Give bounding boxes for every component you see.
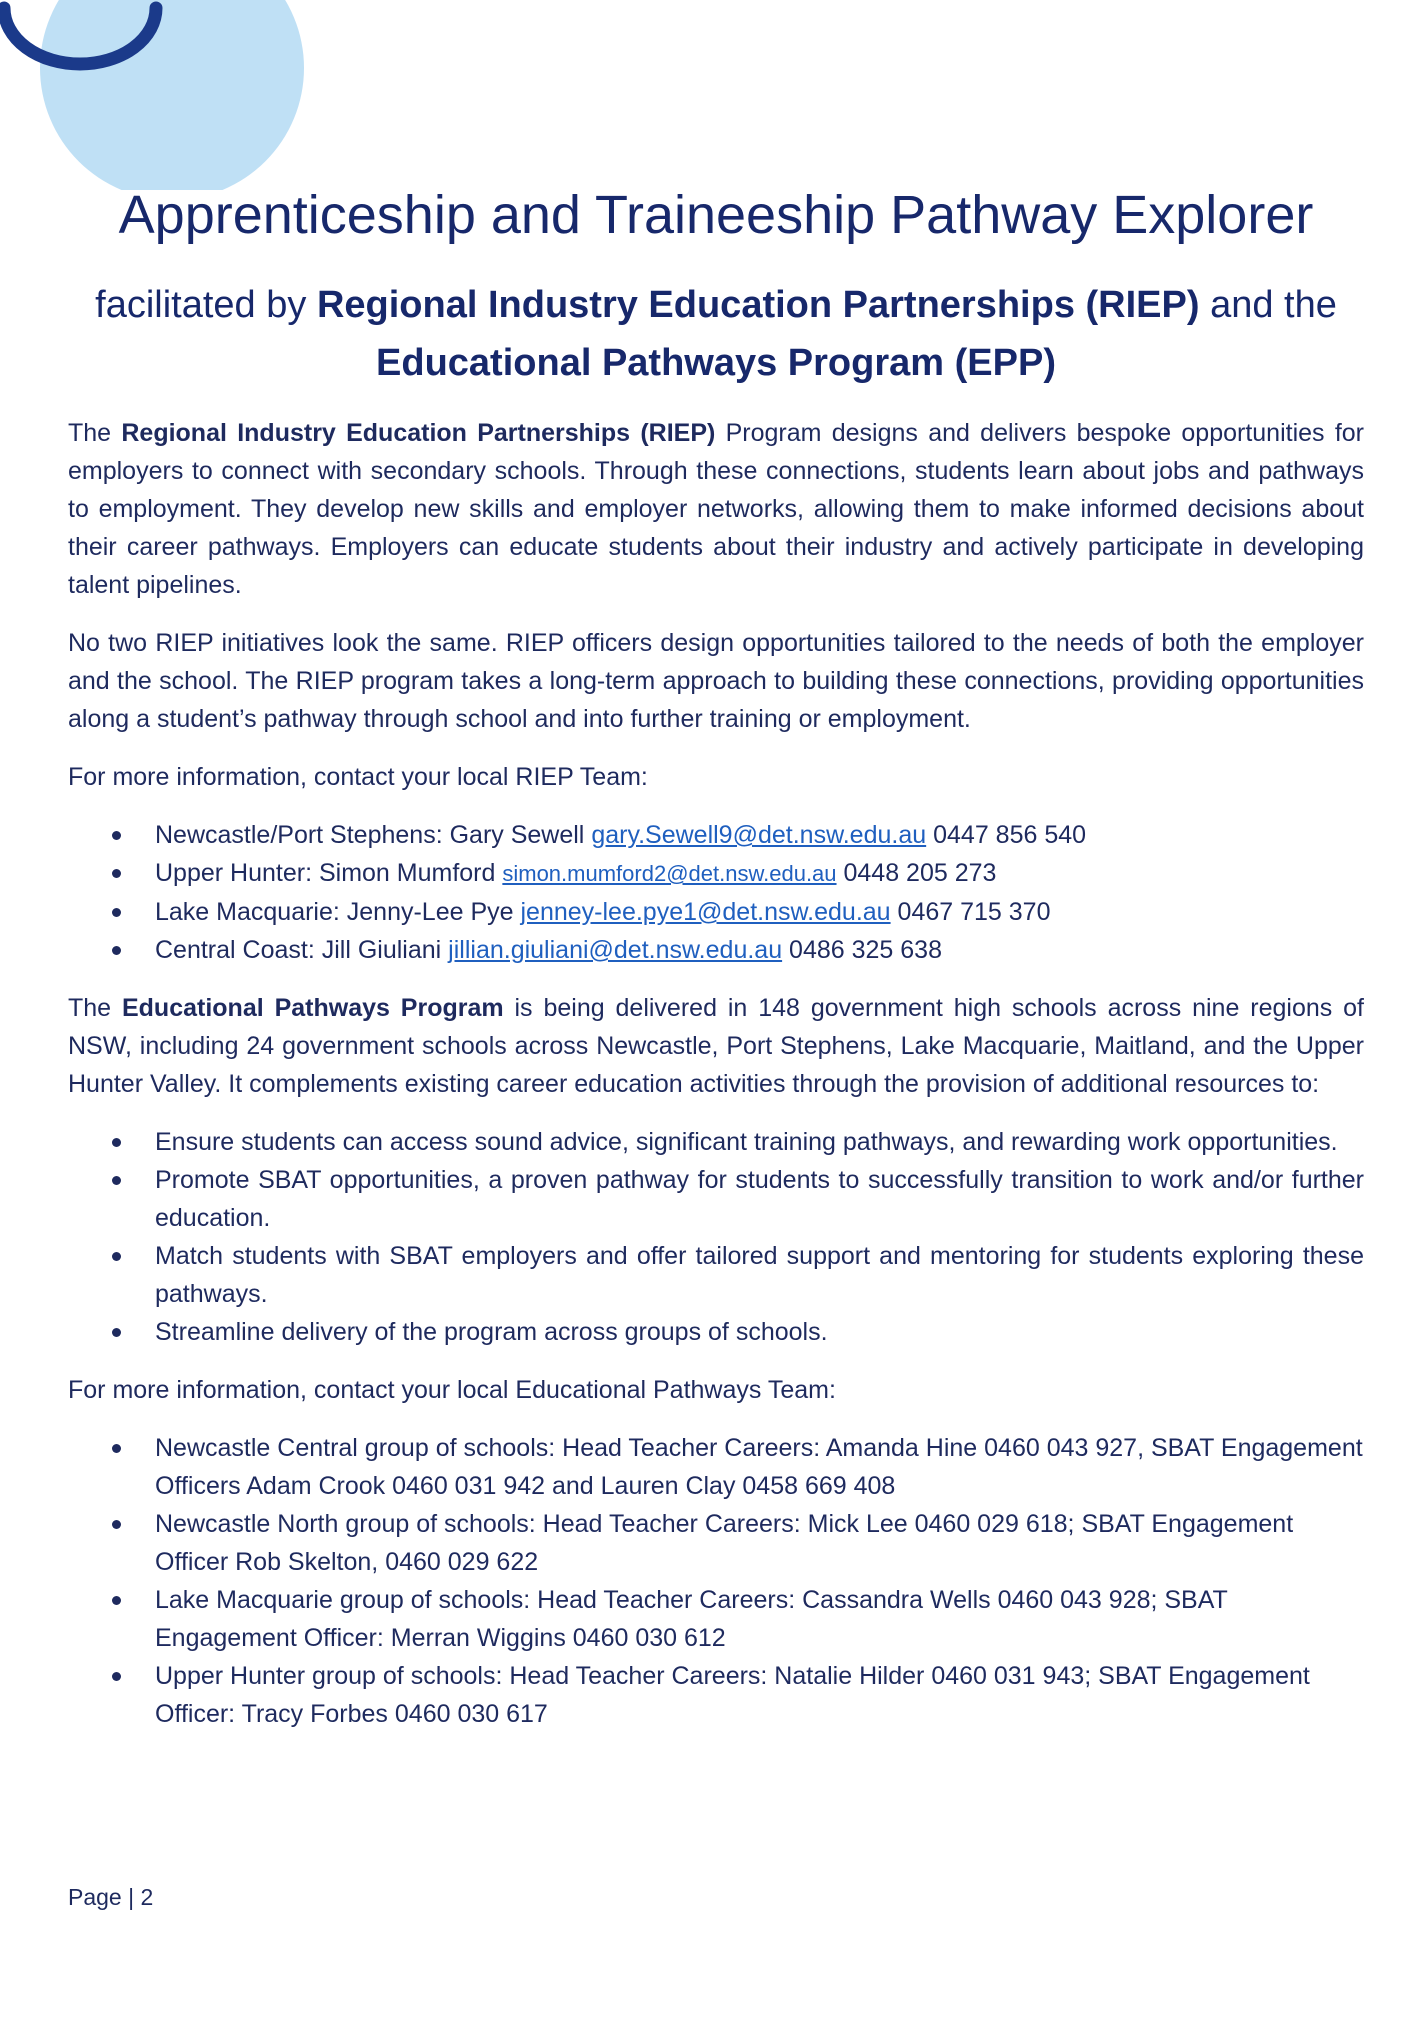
contact-phone: 0447 856 540 bbox=[926, 821, 1087, 849]
riep-intro-bold: Regional Industry Education Partnerships (RIEP) bbox=[121, 419, 716, 447]
contact-label: Upper Hunter: Simon Mumford bbox=[155, 859, 503, 887]
epp-contact-text: Lake Macquarie group of schools: Head Teacher Careers: Cassandra Wells 0460 043 928; SBAT Engagement Officer: Merran Wiggins 0460 030 612 bbox=[155, 1586, 1228, 1652]
bullet-icon bbox=[112, 1444, 121, 1453]
riep-intro-rest: Program designs and delivers bespoke opportunities for employers to connect with secondary schools. Through these connections, students learn about jobs and pathways to employment. They develop new skills and employer networks, allowing them to make informed decisions about their career pathways. Employers can educate students about their industry and actively participate in developing talent pipelines. bbox=[68, 419, 1364, 599]
epp-point-text: Promote SBAT opportunities, a proven pathway for students to successfully transition to work and/or further education. bbox=[155, 1166, 1364, 1232]
list-item bbox=[68, 893, 1364, 931]
document-title: Apprenticeship and Traineeship Pathway Explorer bbox=[118, 185, 1314, 245]
epp-lead: The bbox=[68, 994, 122, 1022]
bullet-icon bbox=[112, 1252, 121, 1261]
contact-email-link[interactable]: simon.mumford2@det.nsw.edu.au bbox=[502, 861, 837, 886]
list-item bbox=[68, 854, 1364, 893]
epp-point-text: Match students with SBAT employers and offer tailored support and mentoring for students exploring these pathways. bbox=[155, 1242, 1364, 1308]
contact-label: Lake Macquarie: Jenny-Lee Pye bbox=[155, 898, 521, 926]
contact-phone: 0448 205 273 bbox=[836, 859, 997, 887]
bullet-icon bbox=[112, 1520, 121, 1529]
list-item bbox=[68, 1237, 1364, 1313]
list-item bbox=[68, 1313, 1364, 1351]
contact-email-link[interactable]: jenney-lee.pye1@det.nsw.edu.au bbox=[520, 898, 891, 926]
bullet-icon bbox=[112, 1138, 121, 1147]
epp-rest: is being delivered in 148 government high schools across nine regions of NSW, including 24 government schools across Newcastle, Port Stephens, Lake Macquarie, Maitland, and the Upper Hunter Valley. It complements existing career education activities through the provision of additional resources to: bbox=[68, 994, 1364, 1098]
bullet-icon bbox=[112, 831, 121, 840]
epp-contact-text: Newcastle North group of schools: Head Teacher Careers: Mick Lee 0460 029 618; SBAT Engagement Officer Rob Skelton, 0460 029 622 bbox=[155, 1510, 1294, 1576]
contact-email-link[interactable]: jillian.giuliani@det.nsw.edu.au bbox=[448, 936, 783, 964]
bullet-icon bbox=[112, 908, 121, 917]
list-item bbox=[68, 1161, 1364, 1237]
epp-bold: Educational Pathways Program bbox=[121, 994, 504, 1022]
epp-paragraph bbox=[68, 989, 1364, 1103]
epp-contact-text: Newcastle Central group of schools: Head Teacher Careers: Amanda Hine 0460 043 927, SBAT Engagement Officers Adam Crook 0460 031 942 and Lauren Clay 0458 669 408 bbox=[155, 1434, 1363, 1500]
epp-contact-intro: For more information, contact your local Educational Pathways Team: bbox=[68, 1376, 836, 1404]
list-item bbox=[68, 1123, 1364, 1161]
list-item bbox=[68, 1505, 1364, 1581]
list-item bbox=[68, 931, 1364, 969]
subtitle-epp-name: Educational Pathways Program (EPP) bbox=[376, 342, 1056, 384]
contact-label: Newcastle/Port Stephens: Gary Sewell bbox=[155, 821, 592, 849]
riep-intro-lead: The bbox=[68, 419, 122, 447]
epp-point-text: Ensure students can access sound advice, significant training pathways, and rewarding work opportunities. bbox=[155, 1128, 1338, 1156]
bullet-icon bbox=[112, 1672, 121, 1681]
list-item bbox=[68, 816, 1364, 854]
contact-phone: 0486 325 638 bbox=[782, 936, 942, 964]
contact-email-link[interactable]: gary.Sewell9@det.nsw.edu.au bbox=[591, 821, 927, 849]
list-item bbox=[68, 1657, 1364, 1733]
contact-label: Central Coast: Jill Giuliani bbox=[155, 936, 449, 964]
bullet-icon bbox=[112, 1176, 121, 1185]
epp-points-list bbox=[68, 1123, 1364, 1351]
subtitle-prefix: facilitated by bbox=[95, 284, 317, 326]
bullet-icon bbox=[112, 869, 121, 878]
bullet-icon bbox=[112, 1596, 121, 1605]
subtitle-connector: and the bbox=[1199, 284, 1337, 326]
document-page bbox=[68, 180, 1364, 1733]
document-subtitle bbox=[68, 276, 1364, 392]
riep-contact-intro: For more information, contact your local RIEP Team: bbox=[68, 763, 648, 791]
riep-intro-paragraph bbox=[68, 414, 1364, 604]
epp-point-text: Streamline delivery of the program across groups of schools. bbox=[155, 1318, 828, 1346]
riep-initiatives-paragraph: No two RIEP initiatives look the same. RIEP officers design opportunities tailored to the needs of both the employer and the school. The RIEP program takes a long-term approach to building these connections, providing opportunities along a student’s pathway through school and into further training or employment. bbox=[68, 629, 1364, 733]
bullet-icon bbox=[112, 1328, 121, 1337]
decorative-circles-graphic bbox=[0, 0, 320, 190]
list-item bbox=[68, 1429, 1364, 1505]
epp-contact-text: Upper Hunter group of schools: Head Teacher Careers: Natalie Hilder 0460 031 943; SBAT Engagement Officer: Tracy Forbes 0460 030 617 bbox=[155, 1662, 1310, 1728]
riep-contact-list bbox=[68, 816, 1364, 969]
list-item bbox=[68, 1581, 1364, 1657]
subtitle-riep-name: Regional Industry Education Partnerships (RIEP) bbox=[316, 284, 1200, 326]
contact-phone: 0467 715 370 bbox=[890, 898, 1051, 926]
epp-contact-list bbox=[68, 1429, 1364, 1733]
bullet-icon bbox=[112, 946, 121, 955]
page-number-footer: Page | 2 bbox=[68, 1884, 154, 1910]
